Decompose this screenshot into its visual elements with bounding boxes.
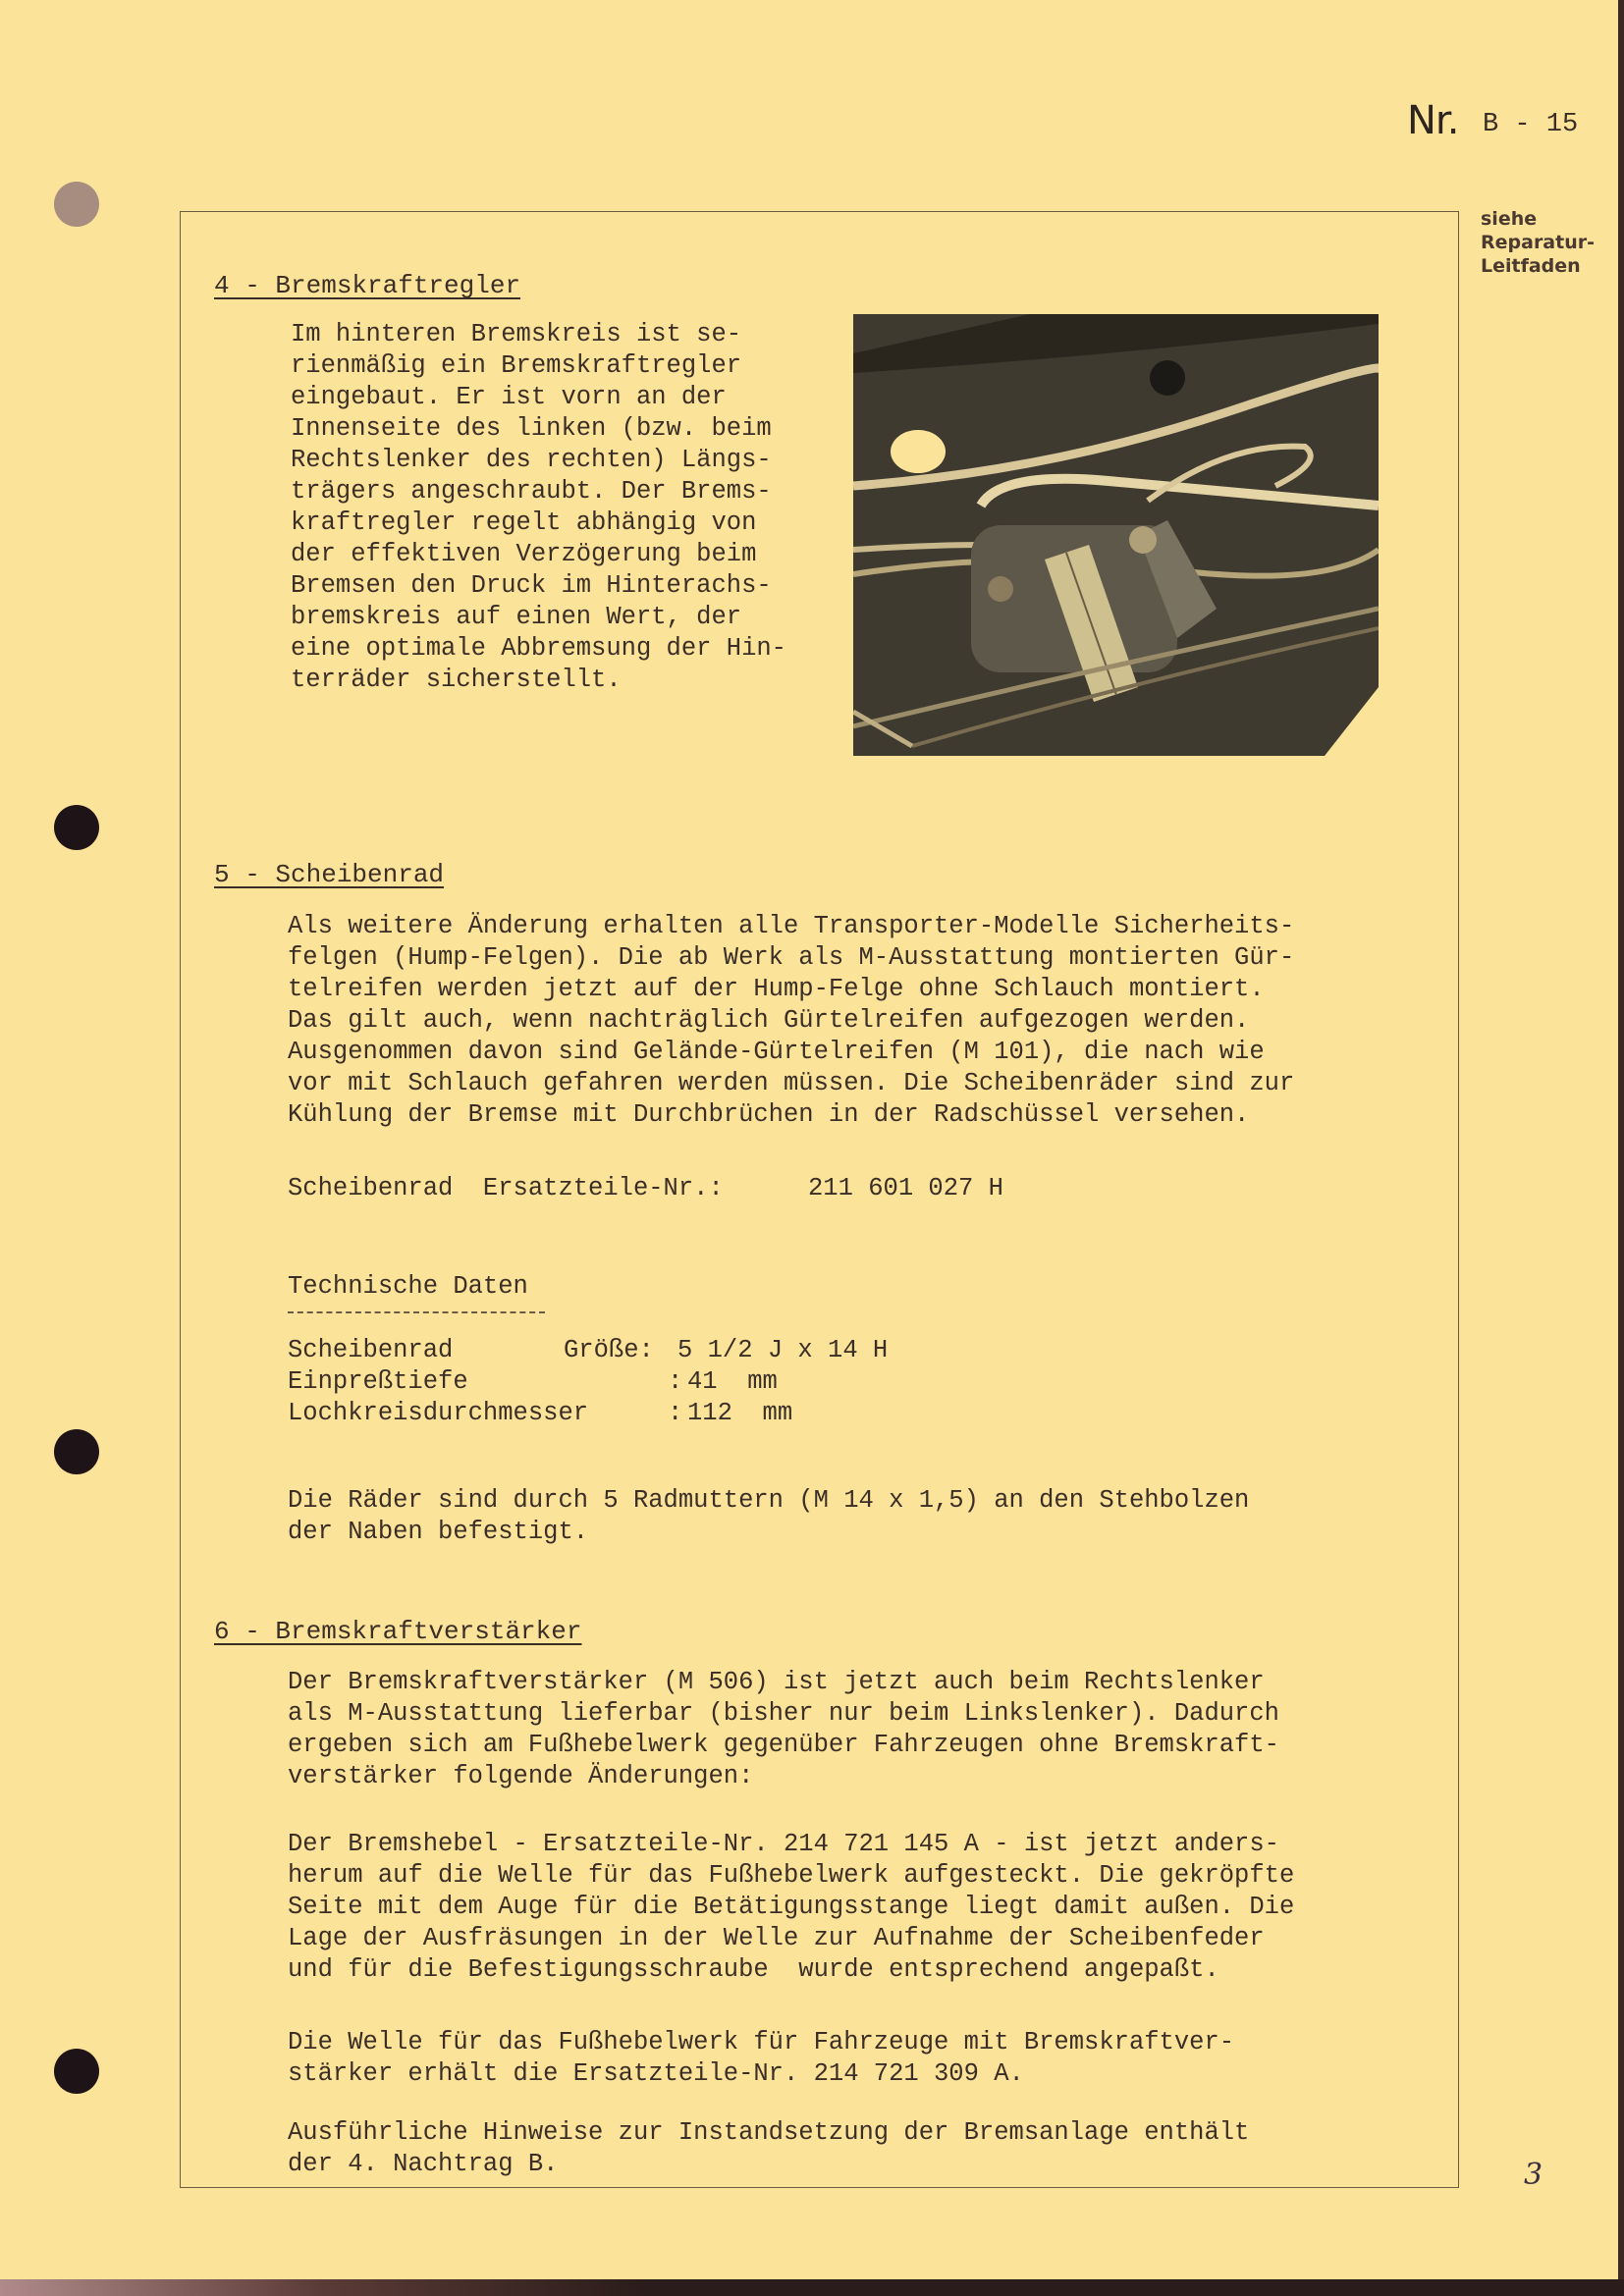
page-edge-shadow bbox=[1618, 0, 1624, 2296]
punch-hole bbox=[54, 2049, 99, 2094]
punch-hole bbox=[54, 805, 99, 850]
section-body-bremskraftverstaerker: Der Bremskraftverstärker (M 506) ist jetzt auch beim Rechtslenker als M-Ausstattung lieferbar (bisher nur beim Linkslenker). Dadurch ergeben sich am Fußhebelwerk gegenüber Fahrzeugen ohne Bremskraft- verstärker folgende Änderungen: bbox=[288, 1668, 1279, 1790]
section-title-bremskraftregler: 4 - Bremskraftregler bbox=[214, 271, 521, 300]
tech-row-key: Größe: bbox=[564, 1336, 654, 1364]
brake-regulator-photo bbox=[853, 314, 1379, 756]
tech-row-label: Lochkreisdurchmesser bbox=[288, 1399, 589, 1427]
section-body-scheibenrad: Als weitere Änderung erhalten alle Transporter-Modelle Sicherheits- felgen (Hump-Felgen). Die ab Werk als M-Ausstattung montierten Gür- telreifen werden jetzt auf der Hump-Felge ohne Schlauch montiert. Das gilt auch, wenn nachträglich Gürtelreifen aufgezogen werden. Ausgenommen davon sind Gelände-Gürtelreifen (M 101), die nach wie vor mit Schlauch gefahren werden müssen. Die Scheibenräder sind zur Kühlung der Bremse mit Durchbrüchen in der Radschüssel versehen. bbox=[288, 912, 1295, 1129]
part-number-label: Scheibenrad Ersatzteile-Nr.: bbox=[288, 1174, 724, 1202]
tech-row-label: Scheibenrad bbox=[288, 1336, 454, 1364]
repair-notes-paragraph: Ausführliche Hinweise zur Instandsetzung der Bremsanlage enthält der 4. Nachtrag B. bbox=[288, 2118, 1250, 2178]
tech-data-title: Technische Daten bbox=[288, 1272, 528, 1301]
tech-row-label: Einpreßtiefe bbox=[288, 1367, 468, 1396]
section-title-bremskraftverstaerker: 6 - Bremskraftverstärker bbox=[214, 1617, 582, 1646]
side-note-line: Leitfaden bbox=[1481, 255, 1581, 277]
side-note bbox=[1481, 207, 1595, 278]
document-number-label: Nr. bbox=[1407, 98, 1459, 143]
wheel-fastening-note: Die Räder sind durch 5 Radmuttern (M 14 x 1,5) an den Stehbolzen der Naben befestigt. bbox=[288, 1486, 1250, 1546]
section-body-bremskraftregler: Im hinteren Bremskreis ist se- rienmäßig ein Bremskraftregler eingebaut. Er ist vorn an der Innenseite des linken (bzw. beim Rechtslenker des rechten) Längs- trägers angeschraubt. Der Brems- kraftregler regelt abhängig von der effektiven Verzögerung beim Bremsen den Druck im Hinterachs- bremskreis auf einen Wert, der eine optimale Abbremsung der Hin- terräder sicherstellt. bbox=[291, 320, 786, 694]
page-edge-shadow bbox=[0, 2279, 1624, 2296]
document-number: B - 15 bbox=[1483, 110, 1579, 139]
part-number-value: 211 601 027 H bbox=[808, 1174, 1003, 1202]
side-note-line: Reparatur- bbox=[1481, 232, 1595, 253]
tech-row-value: 112 mm bbox=[687, 1399, 793, 1427]
tech-row-key: : bbox=[668, 1399, 683, 1427]
punch-hole bbox=[54, 1429, 99, 1474]
side-note-line: siehe bbox=[1481, 208, 1538, 230]
tech-row-value: 41 mm bbox=[687, 1367, 778, 1396]
shaft-paragraph: Die Welle für das Fußhebelwerk für Fahrzeuge mit Bremskraftver- stärker erhält die Ersatzteile-Nr. 214 721 309 A. bbox=[288, 2028, 1235, 2088]
punch-hole bbox=[54, 182, 99, 227]
section-title-scheibenrad: 5 - Scheibenrad bbox=[214, 860, 445, 889]
tech-row-key: : bbox=[668, 1367, 683, 1396]
tech-row-value: 5 1/2 J x 14 H bbox=[677, 1336, 889, 1364]
brake-lever-paragraph: Der Bremshebel - Ersatzteile-Nr. 214 721 145 A - ist jetzt anders- herum auf die Welle für das Fußhebelwerk aufgesteckt. Die gekröpfte Seite mit dem Auge für die Betätigungsstange liegt damit außen. Die Lage der Ausfräsungen in der Welle zur Aufnahme der Scheibenfeder und für die Befestigungsschraube wurde entsprechend angepaßt. bbox=[288, 1830, 1295, 1984]
tech-data-underline bbox=[288, 1311, 545, 1313]
page-number: 3 bbox=[1524, 2158, 1543, 2192]
